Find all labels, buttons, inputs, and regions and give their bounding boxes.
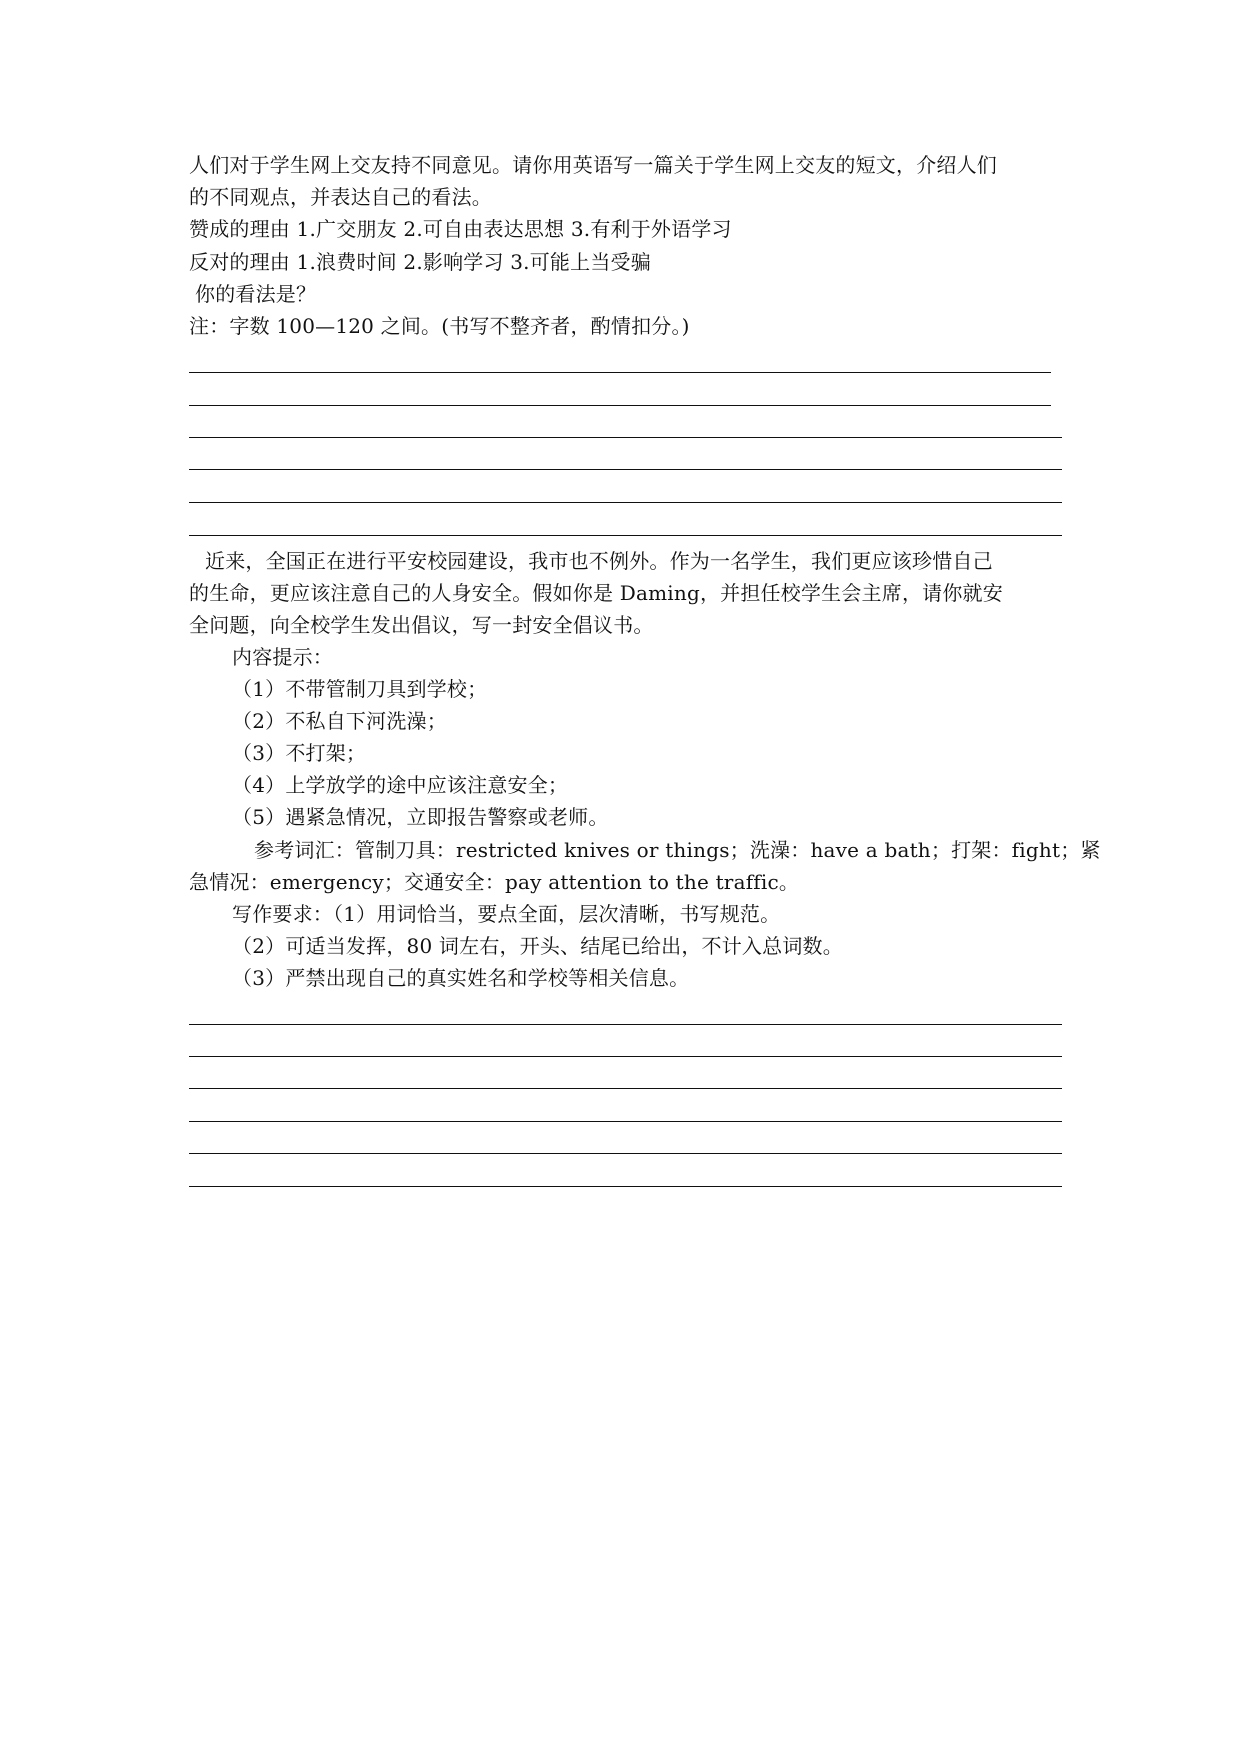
answer-line [189, 1186, 1062, 1187]
answer-line [189, 1024, 1062, 1025]
task1-prompt-line2: 的不同观点，并表达自己的看法。 [189, 185, 492, 209]
answer-line [189, 535, 1062, 536]
answer-line [189, 469, 1062, 470]
task2-vocab-line2: 急情况：emergency；交通安全：pay attention to the traffic。 [189, 870, 800, 894]
task2-hint-item: （2）不私自下河洗澡； [232, 709, 447, 733]
task2-intro-line2: 的生命，更应该注意自己的人身安全。假如你是 Daming，并担任校学生会主席，请你就安 [189, 581, 1003, 605]
task2-hint-item: （4）上学放学的途中应该注意安全； [232, 773, 569, 797]
task1-pros: 赞成的理由 1.广交朋友 2.可自由表达思想 3.有利于外语学习 [189, 217, 732, 241]
answer-line [189, 1121, 1062, 1122]
task2-vocab-line1: 参考词汇：管制刀具：restricted knives or things；洗澡：have a bath；打架：fight；紧 [254, 838, 1101, 862]
answer-line [189, 1056, 1062, 1057]
task2-hints-title: 内容提示： [232, 645, 333, 669]
task1-cons: 反对的理由 1.浪费时间 2.影响学习 3.可能上当受骗 [189, 250, 651, 274]
task1-prompt-line1: 人们对于学生网上交友持不同意见。请你用英语写一篇关于学生网上交友的短文，介绍人们 [189, 153, 997, 177]
task2-hint-item: （5）遇紧急情况，立即报告警察或老师。 [232, 805, 609, 829]
answer-line [189, 372, 1051, 373]
task2-intro-line3: 全问题，向全校学生发出倡议，写一封安全倡议书。 [189, 613, 654, 637]
answer-line [189, 437, 1062, 438]
task1-note: 注：字数 100—120 之间。(书写不整齐者，酌情扣分。) [189, 314, 690, 338]
task1-your-view: 你的看法是？ [195, 282, 317, 306]
answer-line [189, 1088, 1062, 1089]
task2-requirements-line3: （3）严禁出现自己的真实姓名和学校等相关信息。 [232, 966, 690, 990]
answer-line [189, 502, 1062, 503]
answer-line [189, 405, 1051, 406]
task2-hint-item: （1）不带管制刀具到学校； [232, 677, 488, 701]
task2-requirements-line1: 写作要求：（1）用词恰当，要点全面，层次清晰，书写规范。 [232, 902, 781, 926]
task2-requirements-line2: （2）可适当发挥，80 词左右，开头、结尾已给出，不计入总词数。 [232, 934, 843, 958]
task2-intro-line1: 近来，全国正在进行平安校园建设，我市也不例外。作为一名学生，我们更应该珍惜自己 [205, 549, 993, 573]
answer-line [189, 1153, 1062, 1154]
task2-hint-item: （3）不打架； [232, 741, 367, 765]
